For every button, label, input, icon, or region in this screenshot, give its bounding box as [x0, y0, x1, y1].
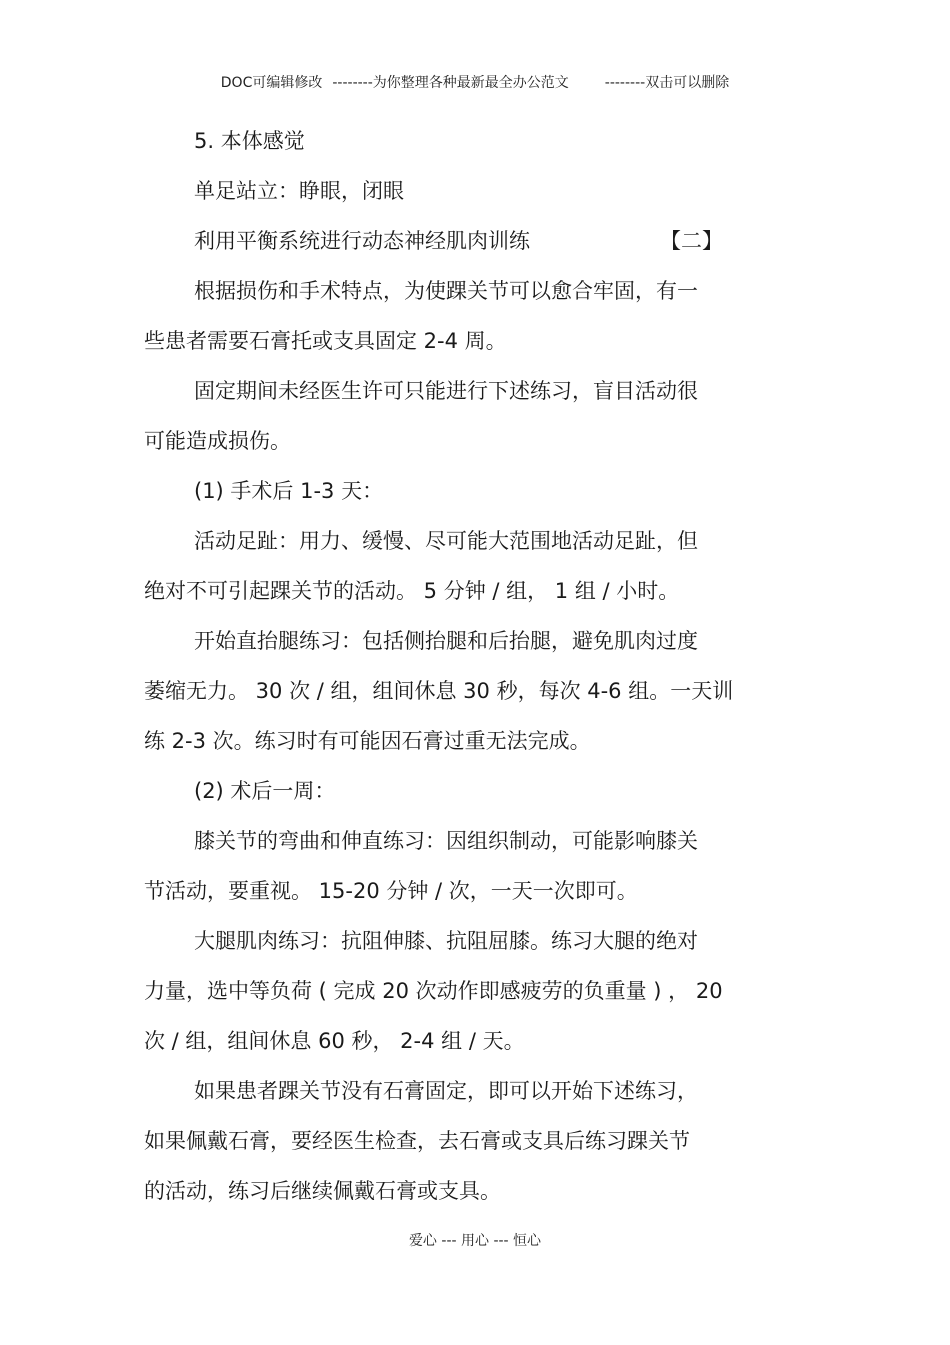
- text-line: 练 2-3 次。练习时有可能因石膏过重无法完成。: [144, 729, 591, 753]
- subsection-heading: (2) 术后一周：: [194, 779, 336, 803]
- header-part3: --------双击可以删除: [604, 75, 730, 91]
- page-footer: 爱心 --- 用心 --- 恒心: [408, 1233, 542, 1249]
- text-line: 活动足趾：用力、缓慢、尽可能大范围地活动足趾，但: [194, 529, 698, 553]
- text-line: 可能造成损伤。: [144, 429, 291, 453]
- text-line: 萎缩无力。 30 次 / 组，组间休息 30 秒，每次 4-6 组。一天训: [144, 679, 734, 703]
- text-line: 节活动，要重视。 15-20 分钟 / 次，一天一次即可。: [144, 879, 638, 903]
- text-line: 膝关节的弯曲和伸直练习：因组织制动，可能影响膝关: [194, 829, 698, 853]
- text-line: 固定期间未经医生许可只能进行下述练习，盲目活动很: [194, 379, 698, 403]
- text-line: 力量，选中等负荷 ( 完成 20 次动作即感疲劳的负重量 ) ， 20: [144, 979, 723, 1003]
- header-part1: DOC可编辑修改: [220, 75, 323, 91]
- text-line: 单足站立：睁眼，闭眼: [194, 179, 404, 203]
- text-line: 如果佩戴石膏，要经医生检查，去石膏或支具后练习踝关节: [144, 1129, 690, 1153]
- text-line: 些患者需要石膏托或支具固定 2-4 周。: [144, 329, 507, 353]
- page-header: [0, 72, 950, 92]
- text-line: 的活动，练习后继续佩戴石膏或支具。: [144, 1179, 501, 1203]
- text-line: 绝对不可引起踝关节的活动。 5 分钟 / 组， 1 组 / 小时。: [144, 579, 680, 603]
- header-part2: --------为你整理各种最新最全办公范文: [332, 75, 569, 91]
- text-line: 次 / 组，组间休息 60 秒， 2-4 组 / 天。: [144, 1029, 525, 1053]
- text-line: 根据损伤和手术特点，为使踝关节可以愈合牢固，有一: [194, 279, 698, 303]
- text-line: 如果患者踝关节没有石膏固定，即可以开始下述练习，: [194, 1079, 698, 1103]
- section-heading: 5. 本体感觉: [194, 129, 305, 153]
- subsection-heading: (1) 手术后 1-3 天：: [194, 479, 384, 503]
- bracket-label: 【二】: [660, 229, 723, 253]
- text-line: 大腿肌肉练习：抗阻伸膝、抗阻屈膝。练习大腿的绝对: [194, 929, 698, 953]
- text-line: 利用平衡系统进行动态神经肌肉训练: [194, 229, 530, 253]
- text-line: 开始直抬腿练习：包括侧抬腿和后抬腿，避免肌肉过度: [194, 629, 698, 653]
